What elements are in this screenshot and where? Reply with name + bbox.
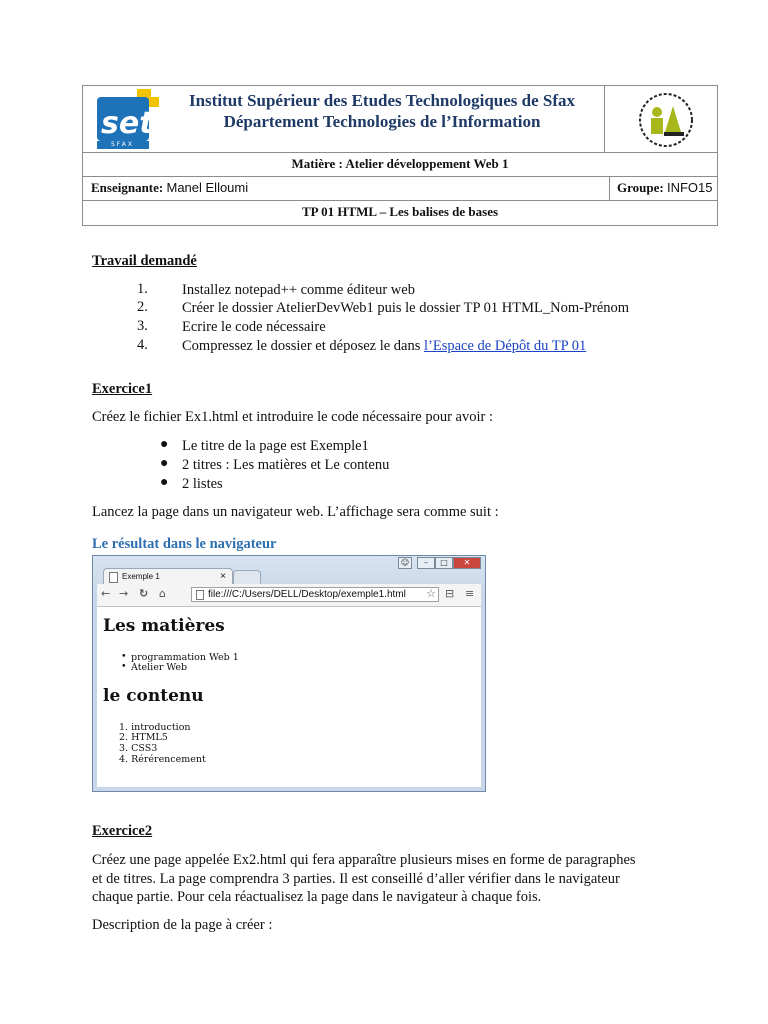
list-number: 2. bbox=[137, 299, 148, 315]
content-list-item: programmation Web 1 bbox=[131, 652, 239, 663]
logo-caption: SFAX bbox=[111, 141, 134, 148]
enseignante-label: Enseignante: bbox=[91, 180, 164, 195]
tp-title: TP 01 HTML – Les balises de bases bbox=[301, 204, 499, 219]
back-icon: ← bbox=[101, 587, 111, 600]
reload-icon: ↻ bbox=[139, 587, 149, 600]
address-url: file:///C:/Users/DELL/Desktop/exemple1.html bbox=[208, 589, 406, 600]
teacher-label bbox=[91, 180, 248, 196]
enseignante-name: Manel Elloumi bbox=[166, 180, 249, 195]
exercice2-heading: Exercice2 bbox=[92, 823, 153, 839]
bullet-item: 2 titres : Les matières et Le contenu bbox=[182, 457, 390, 473]
institute-line2: Département Technologies de l’Information bbox=[223, 112, 541, 131]
bullet-icon: ● bbox=[160, 437, 169, 452]
list-number: 4. bbox=[137, 337, 148, 353]
tab-page-icon bbox=[109, 572, 118, 583]
list-item: Ecrire le code nécessaire bbox=[182, 319, 326, 335]
launch-text: Lancez la page dans un navigateur web. L’affichage sera comme suit : bbox=[92, 504, 499, 520]
bullet-item: 2 listes bbox=[182, 476, 223, 492]
bookmark-star-icon: ☆ bbox=[426, 588, 436, 600]
cast-icon: ⊟ bbox=[445, 587, 455, 600]
home-icon: ⌂ bbox=[159, 587, 166, 600]
list-item bbox=[182, 337, 586, 355]
bullet-item: Le titre de la page est Exemple1 bbox=[182, 438, 369, 454]
divider bbox=[83, 152, 717, 153]
exercice2-paragraph-line: et de titres. La page comprendra 3 parties. Il est conseillé d’aller vérifier dans le navigateur bbox=[92, 871, 620, 887]
page-icon bbox=[196, 590, 204, 600]
forward-icon: → bbox=[119, 587, 129, 600]
result-heading: Le résultat dans le navigateur bbox=[92, 536, 277, 552]
university-emblem-icon bbox=[631, 92, 701, 148]
content-list-item: Atelier Web bbox=[131, 662, 188, 673]
address-bar bbox=[191, 587, 439, 602]
groupe-label: Groupe: bbox=[617, 180, 664, 195]
exercice1-heading: Exercice1 bbox=[92, 381, 153, 397]
close-window-icon: ✕ bbox=[453, 557, 481, 569]
new-tab-button bbox=[233, 570, 261, 585]
browser-tab bbox=[103, 568, 233, 584]
list-item: Créer le dossier AtelierDevWeb1 puis le dossier TP 01 HTML_Nom-Prénom bbox=[182, 300, 630, 316]
minimize-icon: – bbox=[417, 557, 435, 569]
tab-close-icon: × bbox=[220, 571, 226, 582]
list-number: 1. bbox=[137, 281, 148, 297]
content-list-item: 4. Rérérencement bbox=[119, 754, 206, 765]
group-cell bbox=[617, 180, 712, 196]
bullet-icon: ● bbox=[160, 456, 169, 471]
content-list-item: 3. CSS3 bbox=[119, 743, 158, 754]
menu-icon: ≡ bbox=[465, 587, 475, 600]
divider bbox=[609, 176, 610, 200]
matiere-row: Matière : Atelier développement Web 1 bbox=[291, 156, 509, 171]
content-heading-2: le contenu bbox=[103, 686, 204, 706]
divider bbox=[83, 176, 717, 177]
depot-link[interactable]: l’Espace de Dépôt du TP 01 bbox=[424, 338, 587, 354]
institute-title bbox=[167, 90, 597, 132]
maximize-icon: □ bbox=[435, 557, 453, 569]
svg-text:set: set bbox=[101, 106, 154, 141]
bullet-icon: ● bbox=[160, 475, 169, 490]
exercice1-intro: Créez le fichier Ex1.html et introduire le code nécessaire pour avoir : bbox=[92, 409, 494, 425]
content-list-item: 2. HTML5 bbox=[119, 732, 168, 743]
divider bbox=[604, 86, 605, 152]
browser-content bbox=[97, 607, 481, 787]
divider bbox=[83, 200, 717, 201]
header-table bbox=[82, 85, 718, 226]
tab-title: Exemple 1 bbox=[122, 572, 160, 581]
exercice2-paragraph-line: Créez une page appelée Ex2.html qui fera apparaître plusieurs mises en forme de paragraphes bbox=[92, 852, 636, 868]
list-number: 3. bbox=[137, 318, 148, 334]
institute-line1: Institut Supérieur des Etudes Technologiques de Sfax bbox=[188, 91, 576, 110]
exercice2-paragraph-line: chaque partie. Pour cela réactualisez la page dans le navigateur à chaque fois. bbox=[92, 889, 542, 905]
iset-logo bbox=[91, 89, 161, 151]
description-label: Description de la page à créer : bbox=[92, 917, 273, 933]
browser-screenshot bbox=[92, 555, 486, 792]
bullet-icon: • bbox=[121, 661, 127, 672]
content-heading-1: Les matières bbox=[103, 616, 225, 636]
list-item-text: Compressez le dossier et déposez le dans bbox=[182, 338, 424, 354]
travail-heading: Travail demandé bbox=[92, 253, 197, 269]
list-item: Installez notepad++ comme éditeur web bbox=[182, 282, 415, 298]
content-list-item: 1. introduction bbox=[119, 722, 191, 733]
bullet-icon: • bbox=[121, 651, 127, 662]
user-icon: ☺ bbox=[398, 557, 412, 569]
browser-toolbar bbox=[97, 584, 481, 607]
groupe-value: INFO15 bbox=[666, 180, 713, 195]
